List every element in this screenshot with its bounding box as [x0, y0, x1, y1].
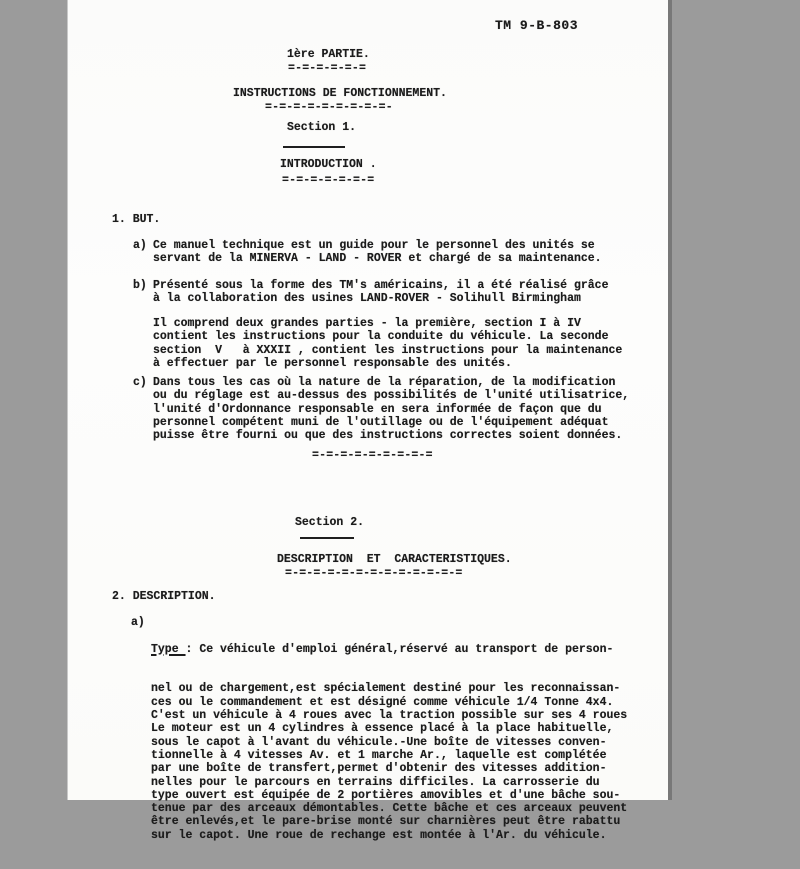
type-lead-underlined: Type	[151, 642, 186, 656]
section1-title-underline: =-=-=-=-=-=-=	[282, 174, 375, 187]
text-line	[151, 643, 627, 656]
section1-label: Section 1.	[287, 121, 357, 134]
text-line: personnel compétent muni de l'outillage ou de l'équipement adéquat	[153, 415, 609, 429]
text-line: C'est un véhicule à 4 roues avec la traction possible sur ses 4 roues	[151, 709, 628, 723]
paragraph-2a	[131, 616, 627, 869]
section2-title-underline: =-=-=-=-=-=-=-=-=-=-=-=-=	[285, 567, 463, 580]
text-line: à effectuer par le personnel responsable des unités.	[153, 356, 512, 370]
part-title-underline: =-=-=-=-=-=	[288, 62, 367, 75]
section1-title: INTRODUCTION .	[280, 158, 377, 171]
text-line: servant de la MINERVA - LAND - ROVER et chargé de sa maintenance.	[153, 252, 602, 266]
main-title-underline: =-=-=-=-=-=-=-=-=-	[265, 101, 393, 114]
paragraph-1b-continuation-text	[153, 317, 622, 370]
text-line: nelles pour le parcours en terrains difficiles. La carrosserie du	[151, 775, 600, 789]
paragraph-1b-text	[153, 279, 608, 306]
paragraph-1b-label: b)	[133, 279, 147, 292]
text-line: être enlevés,et le pare-brise monté sur charnières peut être rabattu	[151, 815, 621, 829]
section2-label: Section 2.	[295, 516, 365, 529]
main-title: INSTRUCTIONS DE FONCTIONNEMENT.	[233, 87, 447, 100]
doc-number: TM 9-B-803	[495, 18, 579, 33]
text-line: ces ou le commandement et est désigné comme véhicule 1/4 Tonne 4x4.	[151, 695, 614, 709]
text-line: à la collaboration des usines LAND-ROVER - Solihull Birmingham	[153, 292, 581, 306]
text-line: par une boîte de transfert,permet d'obtenir des vitesses addition-	[151, 762, 607, 776]
text-line: Le moteur est un 4 cylindres à essence placé à la place habituelle,	[151, 722, 614, 736]
text-line: type ouvert est équipée de 2 portières amovibles et d'une bâche sou-	[151, 788, 621, 802]
item2-number: 2.	[112, 590, 126, 603]
paragraph-1c-label: c)	[133, 376, 147, 389]
text-line: ou du réglage est au-dessus des possibilités de l'unité utilisatrice,	[153, 389, 630, 403]
text-line: Présenté sous la forme des TM's américains, il a été réalisé grâce	[153, 279, 609, 292]
text-line: nel ou de chargement,est spécialement destiné pour les reconnaissan-	[151, 682, 621, 696]
section1-closing-separator: =-=-=-=-=-=-=-=-=	[312, 449, 433, 462]
paragraph-2a-text	[151, 616, 627, 869]
paragraph-2a-label: a)	[131, 616, 145, 629]
paragraph-1c-text	[153, 376, 629, 442]
paragraph-1a-label: a)	[133, 239, 147, 252]
document-page	[67, 0, 672, 842]
paragraph-1b-continuation	[133, 317, 622, 370]
section1-rule	[283, 146, 345, 148]
item1-heading	[112, 213, 160, 226]
text-line: Dans tous les cas où la nature de la réparation, de la modification	[153, 376, 616, 389]
text-line: Ce manuel technique est un guide pour le personnel des unités se	[153, 239, 595, 252]
part-title: 1ère PARTIE.	[287, 48, 370, 61]
paragraph-1a	[133, 239, 602, 266]
text-line: tenue par des arceaux démontables. Cette bâche et ces arceaux peuvent	[151, 802, 628, 816]
type-lead-rest: : Ce véhicule d'emploi général,réservé au transport de person-	[185, 642, 614, 656]
paragraph-1c	[133, 376, 629, 442]
item2-title: DESCRIPTION.	[132, 590, 216, 603]
text-line: Il comprend deux grandes parties - la première, section I à IV	[153, 317, 581, 330]
paragraph-1b	[133, 279, 608, 306]
text-line: tionnelle à 4 vitesses Av. et 1 marche Ar., laquelle est complétée	[151, 748, 607, 762]
paragraph-1a-text	[153, 239, 602, 266]
section2-rule	[300, 537, 354, 539]
item1-title: BUT.	[132, 213, 161, 226]
section2-title: DESCRIPTION ET CARACTERISTIQUES.	[277, 553, 512, 566]
text-line: contient les instructions pour la conduite du véhicule. La seconde	[153, 330, 609, 344]
text-line: sous le capot à l'avant du véhicule.-Une boîte de vitesses conven-	[151, 735, 607, 749]
text-line: l'unité d'Ordonnance responsable en sera informée de façon que du	[153, 402, 602, 416]
text-line: sur le capot. Une roue de rechange est montée à l'Ar. du véhicule.	[151, 828, 607, 842]
text-line: puisse être fourni ou que des instructions correctes soient données.	[153, 429, 623, 443]
text-line: section V à XXXII , contient les instructions pour la maintenance	[153, 343, 623, 357]
item2-heading	[112, 590, 216, 603]
item1-number: 1.	[112, 213, 126, 226]
paragraph-2a-lines	[151, 682, 627, 842]
